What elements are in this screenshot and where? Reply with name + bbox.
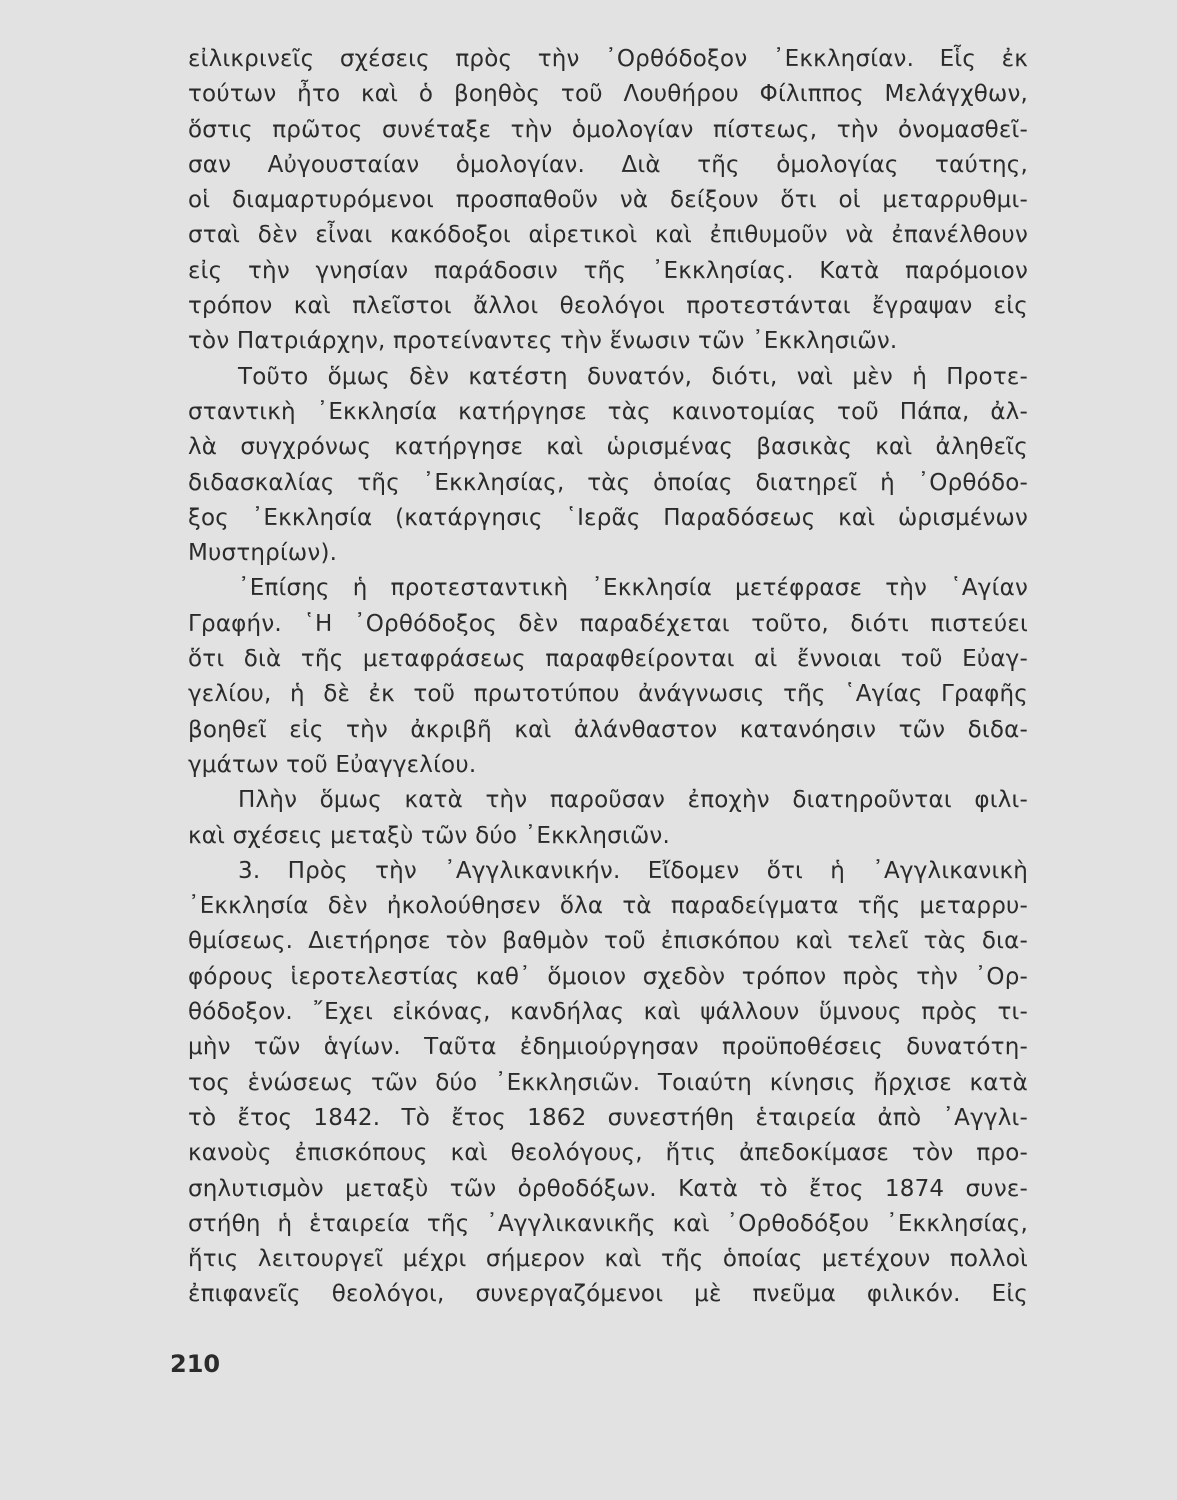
text-line: φόρους ἱεροτελεστίας καθ᾿ ὅμοιον σχεδὸν τρόπον πρὸς τὴν ᾿Ορ- <box>188 963 1028 990</box>
text-line: γμάτων τοῦ Εὐαγγελίου. <box>188 751 477 778</box>
text-line: τὸ ἔτος 1842. Τὸ ἔτος 1862 συνεστήθη ἑταιρεία ἀπὸ ᾿Αγγλι- <box>188 1104 1028 1131</box>
text-line: σταντικὴ ᾿Εκκλησία κατήργησε τὰς καινοτομίας τοῦ Πάπα, ἀλ- <box>188 398 1028 425</box>
text-line: μὴν τῶν ἁγίων. Ταῦτα ἐδημιούργησαν προϋποθέσεις δυνατότη- <box>188 1034 1028 1061</box>
text-line: εἰλικρινεῖς σχέσεις πρὸς τὴν ᾿Ορθόδοξον ᾿Εκκλησίαν. Εἷς ἐκ <box>188 46 1028 72</box>
text-line: εἰς τὴν γνησίαν παράδοσιν τῆς ᾿Εκκλησίας. Κατὰ παρόμοιον <box>188 257 1028 284</box>
text-line: τὸν Πατριάρχην, προτείναντες τὴν ἕνωσιν τῶν ᾿Εκκλησιῶν. <box>188 328 898 355</box>
text-line: ᾿Εκκλησία δὲν ἠκολούθησεν ὅλα τὰ παραδείγματα τῆς μεταρρυ- <box>188 893 1028 920</box>
text-line: τος ἑνώσεως τῶν δύο ᾿Εκκλησιῶν. Τοιαύτη κίνησις ἤρχισε κατὰ <box>188 1069 1028 1096</box>
text-line: οἱ διαμαρτυρόμενοι προσπαθοῦν νὰ δείξουν ὅτι οἱ μεταρρυθμι- <box>188 187 1028 214</box>
body-text <box>188 42 1028 1313</box>
text-line: ᾿Επίσης ἡ προτεσταντικὴ ᾿Εκκλησία μετέφρασε τὴν ῾Αγίαν <box>238 575 1028 602</box>
text-line: λὰ συγχρόνως κατήργησε καὶ ὡρισμένας βασικὰς καὶ ἀληθεῖς <box>188 434 1028 461</box>
text-line: Μυστηρίων). <box>188 540 338 567</box>
text-line: σαν Αὐγουσταίαν ὁμολογίαν. Διὰ τῆς ὁμολογίας ταύτης, <box>188 151 1028 178</box>
text-line: Πλὴν ὅμως κατὰ τὴν παροῦσαν ἐποχὴν διατηροῦνται φιλι- <box>238 787 1028 814</box>
text-line: βοηθεῖ εἰς τὴν ἀκριβῆ καὶ ἀλάνθαστον κατανόησιν τῶν διδα- <box>188 716 1028 743</box>
text-line: θόδοξον. ῎Εχει εἰκόνας, κανδήλας καὶ ψάλλουν ὕμνους πρὸς τι- <box>188 999 1028 1026</box>
section-heading-line: 3. Πρὸς τὴν ᾿Αγγλικανικήν. Εἴδομεν ὅτι ἡ ᾿Αγγλικανικὴ <box>238 857 1028 884</box>
text-line: διδασκαλίας τῆς ᾿Εκκλησίας, τὰς ὁποίας διατηρεῖ ἡ ᾿Ορθόδο- <box>188 469 1028 496</box>
page-number: 210 <box>170 1350 221 1378</box>
text-line: θμίσεως. Διετήρησε τὸν βαθμὸν τοῦ ἐπισκόπου καὶ τελεῖ τὰς δια- <box>188 928 1028 955</box>
text-line: σηλυτισμὸν μεταξὺ τῶν ὀρθοδόξων. Κατὰ τὸ ἔτος 1874 συνε- <box>188 1175 1028 1202</box>
text-line: τούτων ἦτο καὶ ὁ βοηθὸς τοῦ Λουθήρου Φίλιππος Μελάγχθων, <box>188 81 1028 108</box>
text-line: Γραφήν. ῾Η ᾿Ορθόδοξος δὲν παραδέχεται τοῦτο, διότι πιστεύει <box>188 610 1028 637</box>
text-line: στήθη ἡ ἑταιρεία τῆς ᾿Αγγλικανικῆς καὶ ᾿Ορθοδόξου ᾿Εκκλησίας, <box>188 1210 1028 1237</box>
text-line: καὶ σχέσεις μεταξὺ τῶν δύο ᾿Εκκλησιῶν. <box>188 822 670 849</box>
text-line: ἐπιφανεῖς θεολόγοι, συνεργαζόμενοι μὲ πνεῦμα φιλικόν. Εἰς <box>188 1281 1028 1308</box>
text-line: ξος ᾿Εκκλησία (κατάργησις ῾Ιερᾶς Παραδόσεως καὶ ὡρισμένων <box>188 504 1028 531</box>
text-line: γελίου, ἡ δὲ ἐκ τοῦ πρωτοτύπου ἀνάγνωσις τῆς ῾Αγίας Γραφῆς <box>188 681 1028 708</box>
text-line: τρόπον καὶ πλεῖστοι ἄλλοι θεολόγοι προτεστάνται ἔγραψαν εἰς <box>188 293 1028 320</box>
text-line: ἥτις λειτουργεῖ μέχρι σήμερον καὶ τῆς ὁποίας μετέχουν πολλοὶ <box>188 1246 1028 1273</box>
text-line: σταὶ δὲν εἶναι κακόδοξοι αἱρετικοὶ καὶ ἐπιθυμοῦν νὰ ἐπανέλθουν <box>188 222 1028 249</box>
text-line: Τοῦτο ὅμως δὲν κατέστη δυνατόν, διότι, ναὶ μὲν ἡ Προτε- <box>238 363 1028 390</box>
text-line: ὅστις πρῶτος συνέταξε τὴν ὁμολογίαν πίστεως, τὴν ὀνομασθεῖ- <box>188 116 1028 143</box>
text-line: ὅτι διὰ τῆς μεταφράσεως παραφθείρονται αἱ ἔννοιαι τοῦ Εὐαγ- <box>188 646 1028 673</box>
text-line: κανοὺς ἐπισκόπους καὶ θεολόγους, ἥτις ἀπεδοκίμασε τὸν προ- <box>188 1140 1028 1167</box>
